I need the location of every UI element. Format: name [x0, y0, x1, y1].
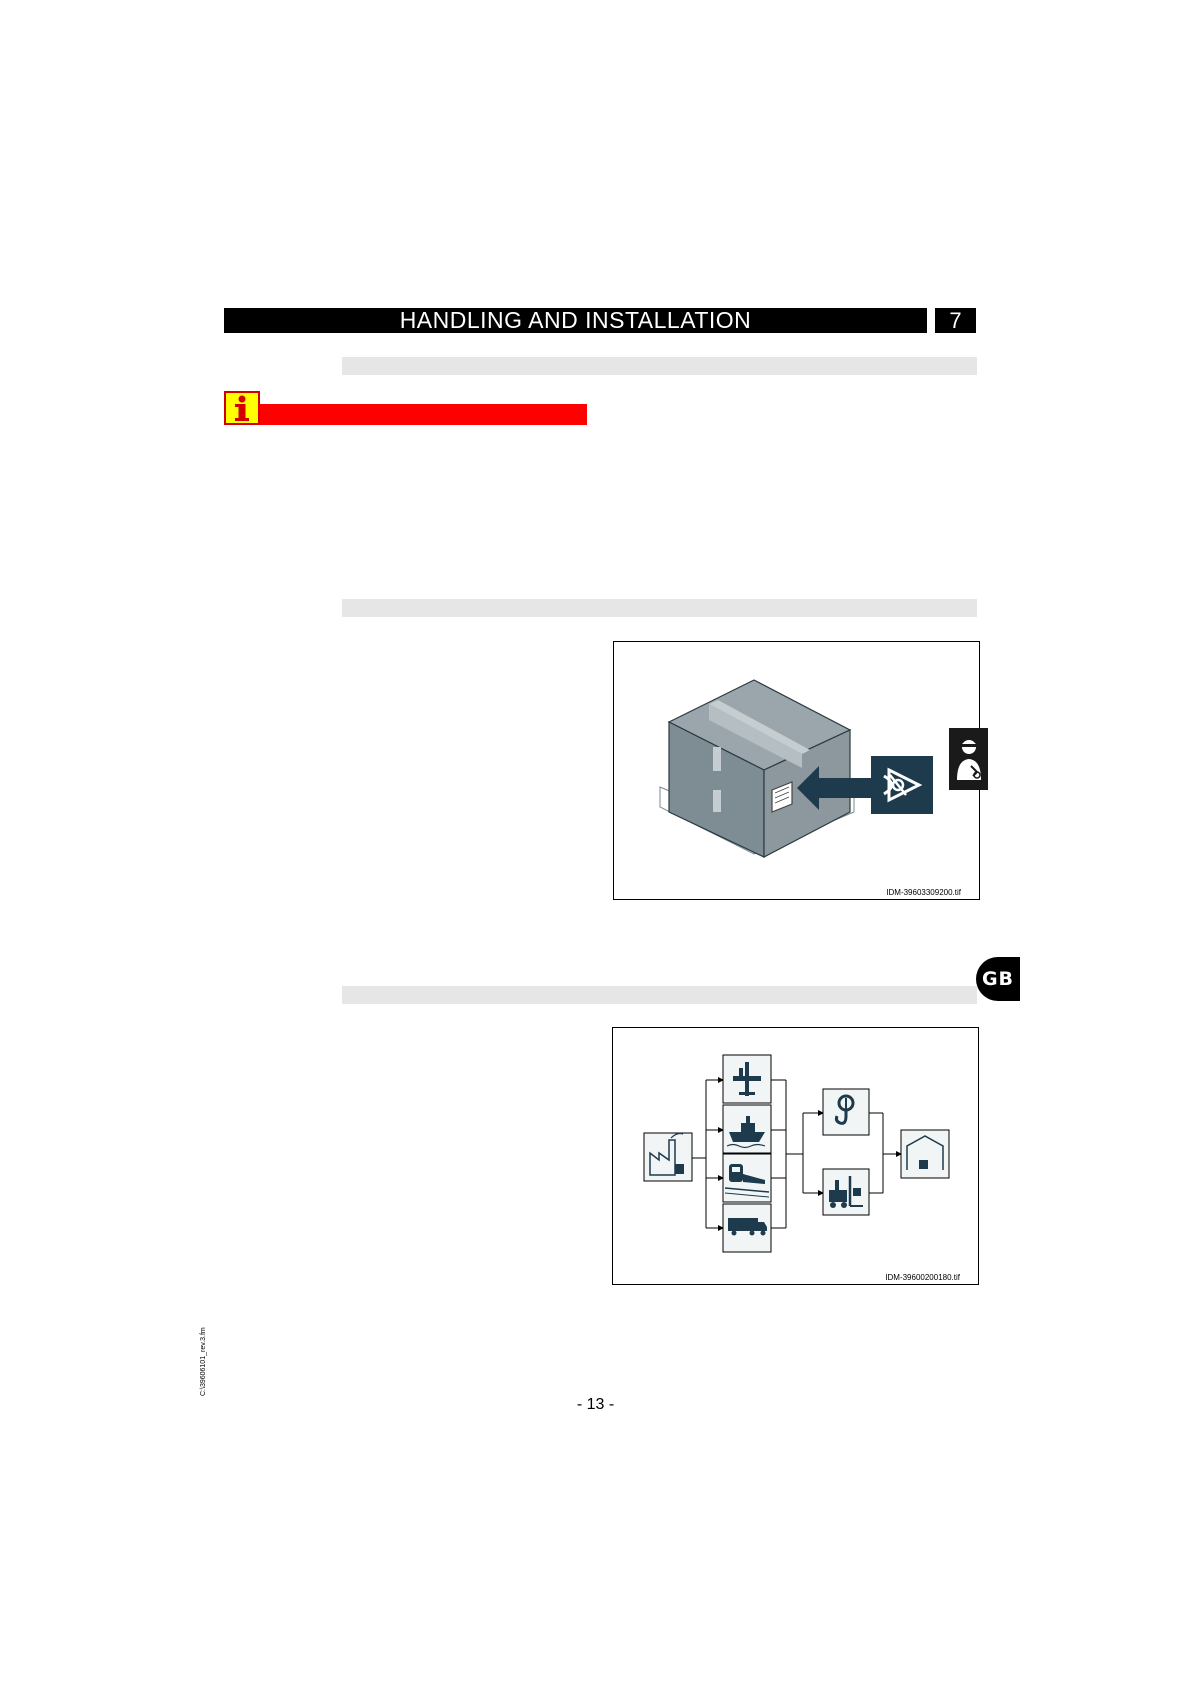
info-note-bar: [224, 404, 587, 425]
section-heading-bar: [342, 986, 977, 1004]
truck-icon: [723, 1204, 771, 1252]
warehouse-icon: [901, 1130, 949, 1178]
chapter-number: 7: [935, 308, 976, 333]
section-heading-bar: [342, 357, 977, 375]
info-icon: [224, 391, 260, 425]
figure-id: IDM-39600200180.tif: [885, 1273, 960, 1282]
file-reference: C:\39606101_rev.3.fm: [200, 1327, 207, 1396]
package-box: [669, 680, 850, 857]
train-icon: [723, 1154, 771, 1202]
airplane-icon: [723, 1055, 771, 1103]
figure-transport-flow: [612, 1027, 979, 1285]
forklift-icon: [823, 1169, 869, 1215]
ship-icon: [723, 1105, 771, 1153]
factory-icon: [644, 1133, 692, 1181]
language-tab: GB: [976, 957, 1020, 1001]
figure-id: IDM-39603309200.tif: [886, 888, 961, 897]
inspection-eye-icon: [871, 756, 933, 814]
chapter-title: HANDLING AND INSTALLATION: [224, 308, 927, 333]
section-heading-bar: [342, 599, 977, 617]
figure-package-inspection: [613, 641, 980, 900]
page-number: - 13 -: [576, 1396, 615, 1413]
operator-icon: [949, 728, 988, 790]
crane-hook-icon: [823, 1089, 869, 1135]
